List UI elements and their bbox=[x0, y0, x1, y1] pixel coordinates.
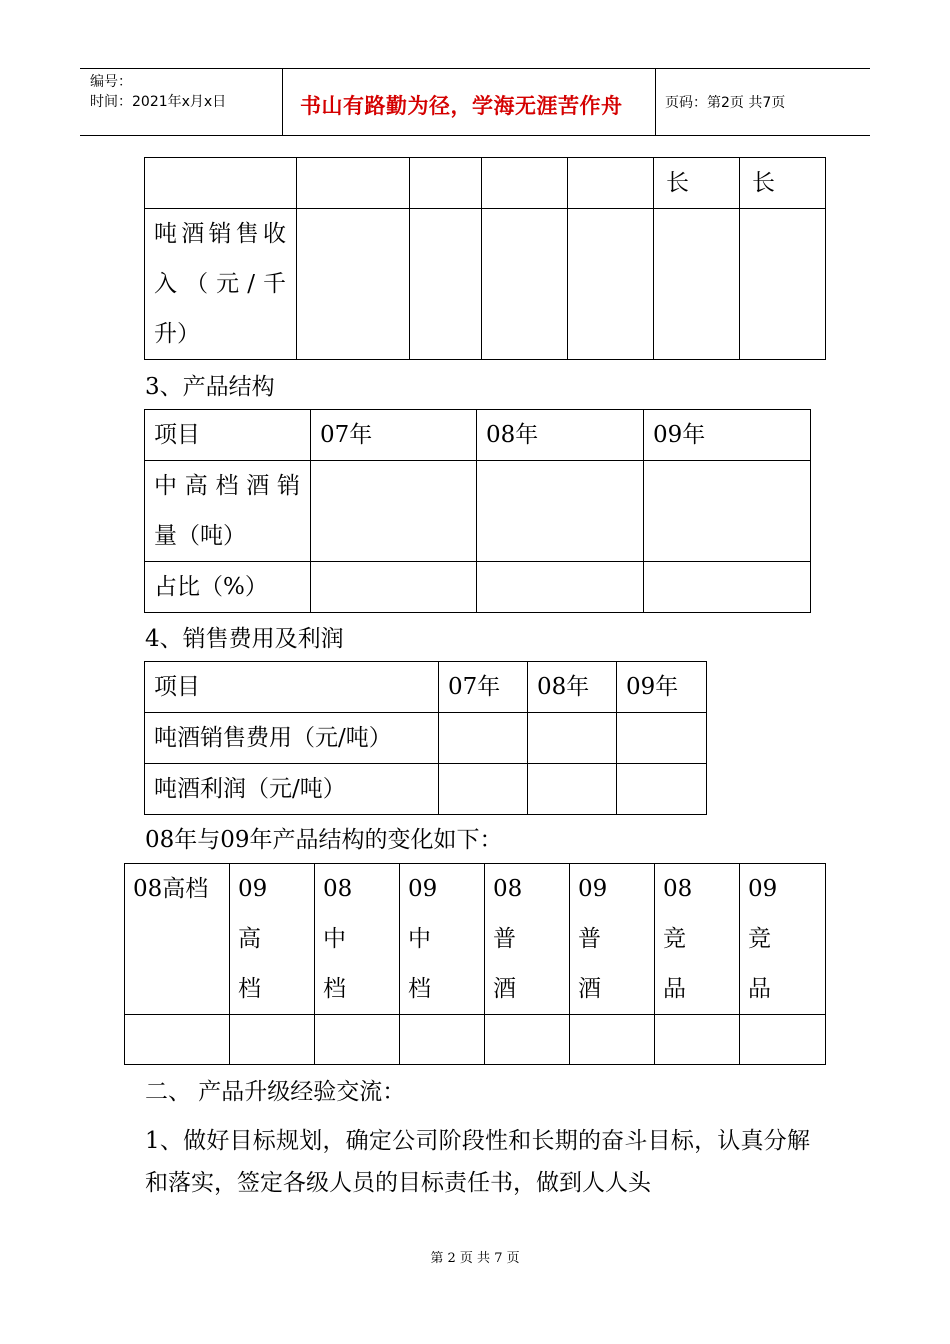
label-line: 升） bbox=[154, 321, 200, 347]
header-08-high bbox=[125, 864, 230, 1015]
table-cell bbox=[570, 1015, 655, 1065]
label-line: 09 高 bbox=[238, 876, 291, 952]
label-line: 08 中 bbox=[323, 876, 376, 952]
table-header-row bbox=[145, 410, 811, 461]
table-header-cell: 08年 bbox=[528, 662, 617, 713]
label-line: 09 普 bbox=[578, 876, 631, 952]
label-line: 08 普 bbox=[493, 876, 546, 952]
table-cell bbox=[740, 1015, 826, 1065]
table-cell bbox=[145, 158, 297, 209]
table-cell: 长 bbox=[654, 158, 740, 209]
label-line: 品 bbox=[663, 976, 686, 1002]
table-sales-income bbox=[144, 157, 826, 360]
header-09-regular bbox=[570, 864, 655, 1015]
header-divider-1 bbox=[282, 68, 283, 135]
label-line: 酒 bbox=[493, 976, 516, 1002]
table-row bbox=[145, 209, 826, 360]
header-09-mid bbox=[400, 864, 485, 1015]
label-line: 酒 bbox=[578, 976, 601, 1002]
section-3-title: 3、产品结构 bbox=[145, 374, 275, 400]
paragraph-1: 1、做好目标规划，确定公司阶段性和长期的奋斗目标，认真分解和落实，签定各级人员的目标责任书，做到人人头 bbox=[145, 1128, 810, 1196]
table-cell bbox=[568, 209, 654, 360]
table-cell bbox=[297, 158, 410, 209]
label-line: 品 bbox=[748, 976, 771, 1002]
table-cell bbox=[617, 764, 707, 815]
table-header-row bbox=[125, 864, 826, 1015]
row-label-profit: 吨酒利润（元/吨） bbox=[145, 764, 439, 815]
table-cell bbox=[410, 158, 482, 209]
table-row bbox=[145, 562, 811, 613]
row-label-share: 占比（%） bbox=[145, 562, 311, 613]
label-line: 档 bbox=[323, 976, 346, 1002]
table-cell bbox=[400, 1015, 485, 1065]
table-product-structure bbox=[144, 409, 811, 613]
table-header-cell: 07年 bbox=[311, 410, 477, 461]
header-09-high bbox=[230, 864, 315, 1015]
table-row bbox=[145, 764, 707, 815]
table-cell bbox=[125, 1015, 230, 1065]
table-cell bbox=[477, 461, 644, 562]
table-header-row bbox=[145, 662, 707, 713]
label-line: 入（元/千 bbox=[154, 271, 286, 297]
table-cell bbox=[740, 209, 826, 360]
header-time-label: 时间：2021年x月x日 bbox=[90, 94, 227, 110]
label-line: 量（吨） bbox=[154, 523, 246, 549]
table-cell bbox=[439, 713, 528, 764]
label-line: 吨酒销售收 bbox=[154, 221, 286, 247]
table-cell: 长 bbox=[740, 158, 826, 209]
table-cell bbox=[311, 461, 477, 562]
header-divider-2 bbox=[655, 68, 656, 135]
table-cell bbox=[315, 1015, 400, 1065]
header-bottom-rule bbox=[80, 135, 870, 136]
page-footer: 第 2 页 共 7 页 bbox=[430, 1251, 520, 1266]
section-change-title: 08年与09年产品结构的变化如下： bbox=[145, 827, 503, 853]
table-cell bbox=[617, 713, 707, 764]
table-header-cell: 项目 bbox=[145, 410, 311, 461]
section-4-title: 4、销售费用及利润 bbox=[145, 626, 344, 652]
table-cell bbox=[477, 562, 644, 613]
table-cell bbox=[311, 562, 477, 613]
label-line: 档 bbox=[238, 976, 261, 1002]
label-line: 08高档 bbox=[133, 876, 209, 902]
label-line: 08 竞 bbox=[663, 876, 716, 952]
table-sales-cost-profit bbox=[144, 661, 707, 815]
label-line: 09 中 bbox=[408, 876, 461, 952]
header-motto: 书山有路勤为径，学海无涯苦作舟 bbox=[300, 94, 623, 118]
label-line: 中高档酒销 bbox=[154, 473, 300, 499]
row-label-sales-income bbox=[145, 209, 297, 360]
header-page-label: 页码：第2页 共7页 bbox=[665, 95, 786, 111]
label-line: 档 bbox=[408, 976, 431, 1002]
table-structure-change bbox=[124, 863, 826, 1065]
table-header-cell: 09年 bbox=[617, 662, 707, 713]
label-line: 09 竞 bbox=[748, 876, 801, 952]
row-label-sales-cost: 吨酒销售费用（元/吨） bbox=[145, 713, 439, 764]
table-cell bbox=[644, 461, 811, 562]
table-cell bbox=[568, 158, 654, 209]
table-cell bbox=[482, 158, 568, 209]
table-header-cell: 09年 bbox=[644, 410, 811, 461]
header-08-mid bbox=[315, 864, 400, 1015]
table-row bbox=[145, 713, 707, 764]
section-2-title: 二、 产品升级经验交流： bbox=[145, 1079, 406, 1105]
table-row bbox=[145, 158, 826, 209]
table-row bbox=[125, 1015, 826, 1065]
table-cell bbox=[230, 1015, 315, 1065]
header-09-competitor bbox=[740, 864, 826, 1015]
table-cell bbox=[410, 209, 482, 360]
table-cell bbox=[297, 209, 410, 360]
header-08-competitor bbox=[655, 864, 740, 1015]
table-row bbox=[145, 461, 811, 562]
table-cell bbox=[485, 1015, 570, 1065]
table-header-cell: 08年 bbox=[477, 410, 644, 461]
header-number-label: 编号： bbox=[90, 74, 132, 90]
row-label-mid-high-volume bbox=[145, 461, 311, 562]
table-cell bbox=[654, 209, 740, 360]
table-header-cell: 07年 bbox=[439, 662, 528, 713]
table-cell bbox=[655, 1015, 740, 1065]
table-cell bbox=[528, 713, 617, 764]
table-cell bbox=[644, 562, 811, 613]
header-08-regular bbox=[485, 864, 570, 1015]
table-header-cell: 项目 bbox=[145, 662, 439, 713]
table-cell bbox=[482, 209, 568, 360]
header-top-rule bbox=[80, 68, 870, 69]
table-cell bbox=[528, 764, 617, 815]
table-cell bbox=[439, 764, 528, 815]
